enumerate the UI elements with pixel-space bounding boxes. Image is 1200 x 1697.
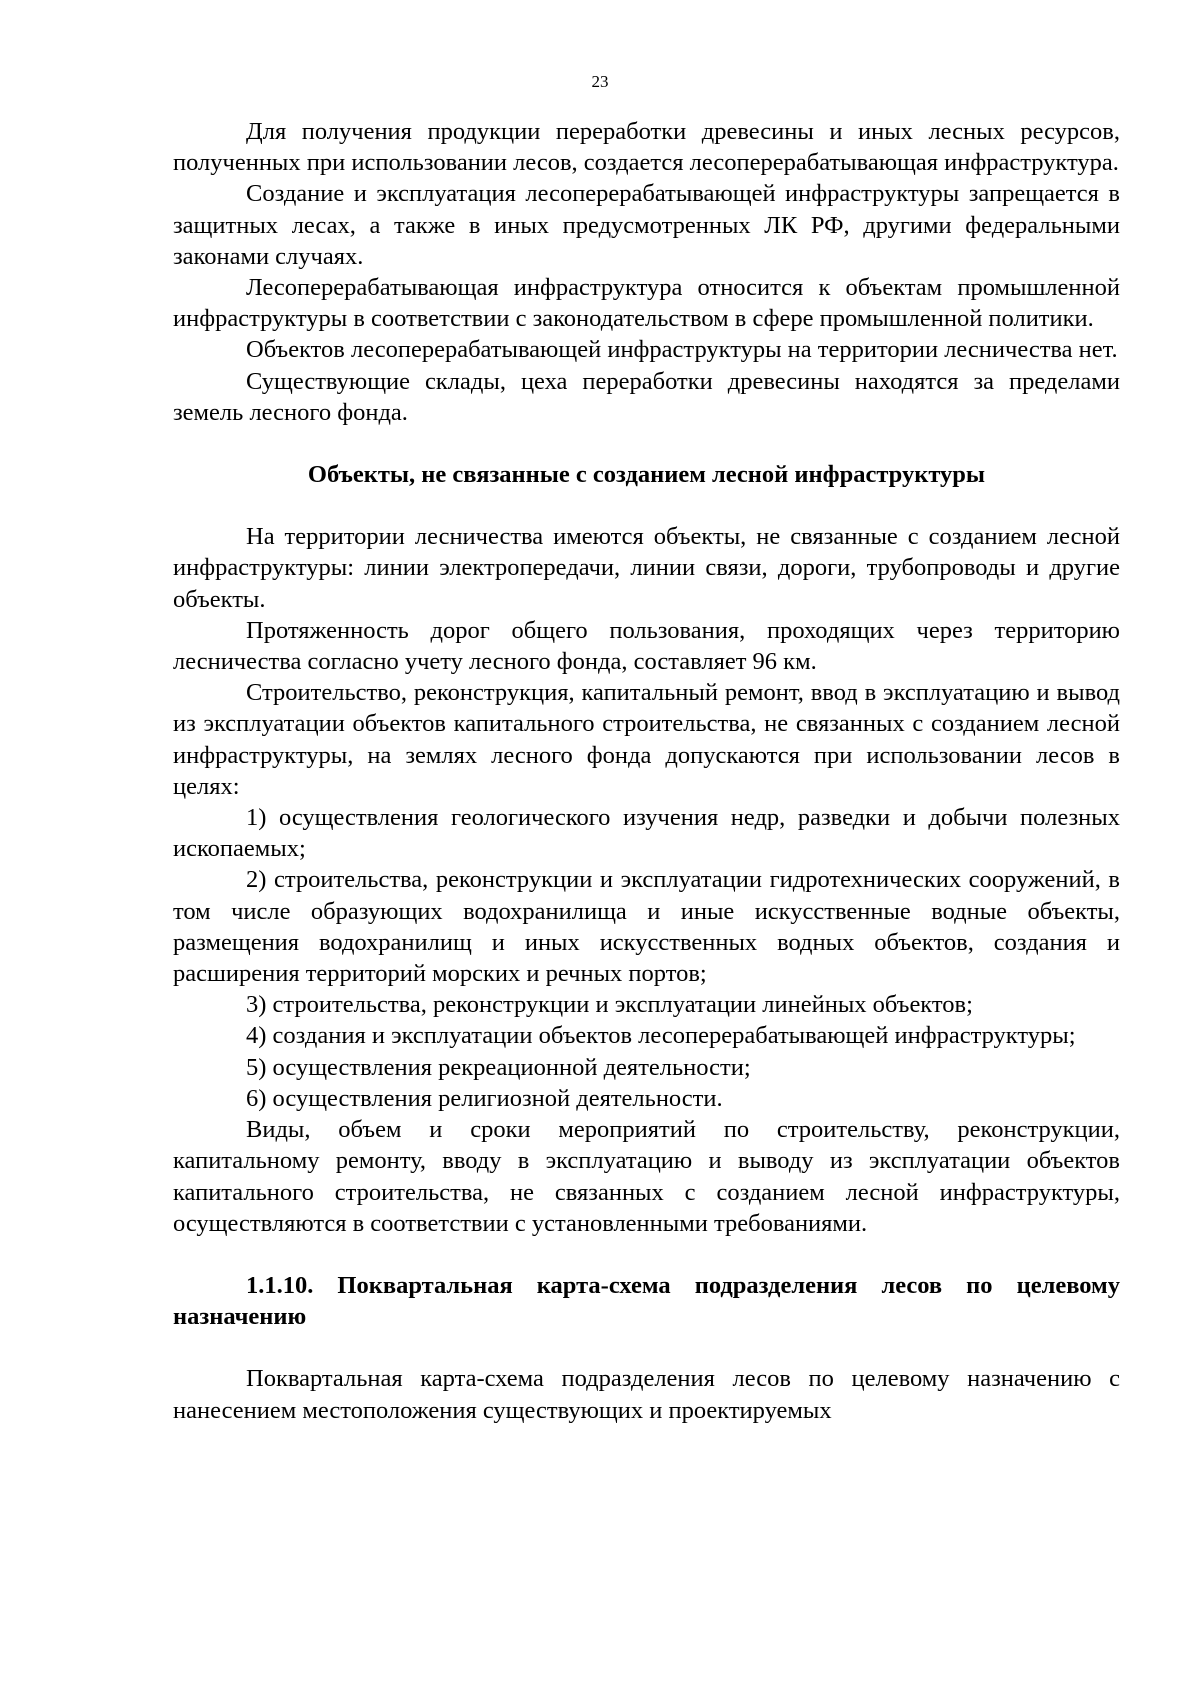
paragraph: Объектов лесоперерабатывающей инфраструктуры на территории лесничества нет. [246,336,1118,364]
paragraph: Создание и эксплуатация лесоперерабатывающей инфраструктуры запрещается в защитных лесах, а также в иных предусмотренных ЛК РФ, другими федеральными законами случаях. [173,180,1120,270]
list-item: 4) создания и эксплуатации объектов лесоперерабатывающей инфраструктуры; [246,1022,1076,1050]
paragraph: Для получения продукции переработки древесины и иных лесных ресурсов, полученных при использовании лесов, создается лесоперерабатывающая инфраструктура. [173,118,1120,177]
section-heading: 1.1.10. Поквартальная карта-схема подразделения лесов по целевому назначению [173,1271,1120,1331]
list-item: 2) строительства, реконструкции и эксплуатации гидротехнических сооружений, в том числе образующих водохранилища и иные искусственные водные объекты, размещения водохранилищ и иных искусственных водных объектов, создания и расширения территорий морских и речных портов; [173,866,1120,988]
page-content [173,116,1120,1426]
list-item: 1) осуществления геологического изучения недр, разведки и добычи полезных ископаемых; [173,804,1120,863]
paragraph: На территории лесничества имеются объекты, не связанные с созданием лесной инфраструктуры: линии электропередачи, линии связи, дороги, трубопроводы и другие объекты. [173,523,1120,613]
page-number: 23 [591,72,609,91]
list-item: 3) строительства, реконструкции и эксплуатации линейных объектов; [246,991,973,1019]
paragraph: Виды, объем и сроки мероприятий по строительству, реконструкции, капитальному ремонту, вводу в эксплуатацию и выводу из эксплуатации объектов капитального строительства, не связанных с созданием лесной инфраструктуры, осуществляются в соответствии с установленными требованиями. [173,1116,1120,1237]
paragraph: Протяженность дорог общего пользования, проходящих через территорию лесничества согласно учету лесного фонда, составляет 96 км. [173,616,1120,676]
paragraph: Существующие склады, цеха переработки древесины находятся за пределами земель лесного фонда. [173,367,1120,426]
list-item: 6) осуществления религиозной деятельности. [246,1084,723,1112]
paragraph: Строительство, реконструкция, капитальный ремонт, ввод в эксплуатацию и вывод из эксплуатации объектов капитального строительства, не связанных с созданием лесной инфраструктуры, на землях лесного фонда допускаются при использовании лесов в целях: [173,679,1120,800]
paragraph: Поквартальная карта-схема подразделения лесов по целевому назначению с нанесением местоположения существующих и проектируемых [173,1365,1120,1424]
paragraph: Лесоперерабатывающая инфраструктура относится к объектам промышленной инфраструктуры в соответствии с законодательством в сфере промышленной политики. [173,274,1120,333]
section-heading: Объекты, не связанные с созданием лесной инфраструктуры [307,461,986,489]
list-item: 5) осуществления рекреационной деятельности; [246,1053,751,1081]
